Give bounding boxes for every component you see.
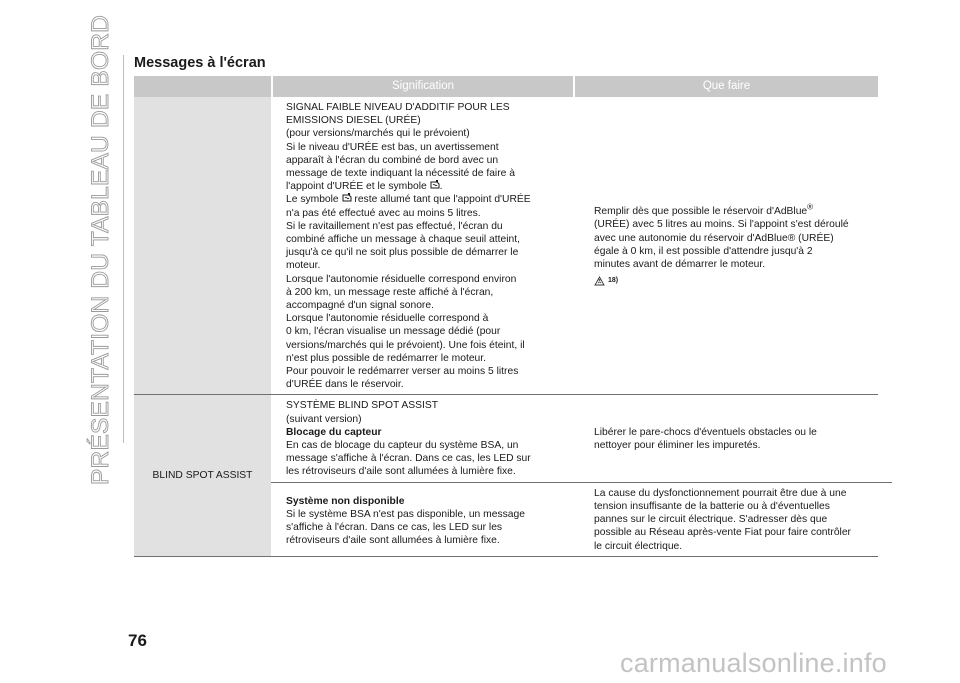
warning-note-icon xyxy=(594,276,604,286)
urea-action: Remplir dès que possible le réservoir d'AdBlue® (URÉE) avec 5 litres au moins. Si l'appoint s'est déroulé avec une autonomie du réservoir d'AdBlue® (URÉE) égale à 0 km, il est possible d'attendre jusqu'à 2 minutes avant de démarrer le moteur. 18) xyxy=(579,97,892,394)
blind-spot-action-2: La cause du dysfonctionnement pourrait être due à une tension insuffisante de la batterie ou à d'éventuelles pannes sur le circuit électrique. S'adresser dès que possible au Réseau après-vente Fiat pour faire contrôler le circuit électrique. xyxy=(594,487,851,552)
row-label-urea xyxy=(134,97,271,394)
table-header-blank xyxy=(134,76,271,97)
blind-spot-signification-1: SYSTÈME BLIND SPOT ASSIST (suivant version) Blocage du capteur En cas de blocage du capteur du système BSA, un message s'affiche à l'écran. Dans ce cas, les LED sur les rétroviseurs d'aile sont allumées à lumière fixe. xyxy=(286,400,531,478)
blind-spot-sensor-blocked xyxy=(271,395,892,481)
urea-signification: SIGNAL FAIBLE NIVEAU D'ADDITIF POUR LES EMISSIONS DIESEL (URÉE) (pour versions/marchés qui le prévoient) Si le niveau d'URÉE est bas, un avertissement apparaît à l'écran du combiné de bord avec un message de texte indiquant la nécessité de faire à l'appoint d'URÉE et le symbole . Le symbole reste allumé tant que l'appoint d'URÉE n'a pas été effectué avec au moins 5 litres. Si le ravitaillement n'est pas effectué, l'écran du combiné affiche un message à chaque seuil atteint, jusqu'à ce qu'il ne soit plus possible de démarrer le moteur. Lorsque l'autonomie résiduelle correspond environ à 200 km, un message reste affiché à l'écran, accompagné d'un signal sonore. Lorsque l'autonomie résiduelle correspond à 0 km, l'écran visualise un message dédié (pour versions/marchés qui le prévoient). Une fois éteint, il n'est plus possible de redémarrer le moteur. Pour pouvoir le redémarrer verser au moins 5 litres d'URÉE dans le réservoir. xyxy=(286,102,531,391)
header-signification: Signification xyxy=(273,76,573,97)
blind-spot-signification-2: Système non disponible Si le système BSA n'est pas disponible, un message s'affiche à l'écran. Dans ce cas, les LED sur les rétroviseurs d'aile sont allumées à lumière fixe. xyxy=(286,495,525,547)
section-title-vertical: PRÉSENTATION DU TABLEAU DE BORD xyxy=(87,15,114,485)
watermark: carmanualsonline.info xyxy=(620,648,887,678)
header-que-faire: Que faire xyxy=(575,76,878,97)
page-heading: Messages à l'écran xyxy=(134,55,266,71)
note-reference: 18) xyxy=(594,274,886,287)
table-row-urea xyxy=(134,97,878,395)
table-header-row xyxy=(134,76,878,97)
blind-spot-unavailable xyxy=(271,482,892,556)
table-row-blind-spot xyxy=(134,395,878,556)
urea-fluid-icon xyxy=(342,193,352,203)
messages-table xyxy=(134,76,878,557)
page-number: 76 xyxy=(128,631,147,650)
row-label-blind-spot: BLIND SPOT ASSIST xyxy=(134,395,271,555)
section-divider-line xyxy=(123,55,124,443)
urea-fluid-icon xyxy=(430,180,440,190)
blind-spot-action-1: Libérer le pare-chocs d'éventuels obstacles ou le nettoyer pour éliminer les impuretés. xyxy=(594,426,817,452)
